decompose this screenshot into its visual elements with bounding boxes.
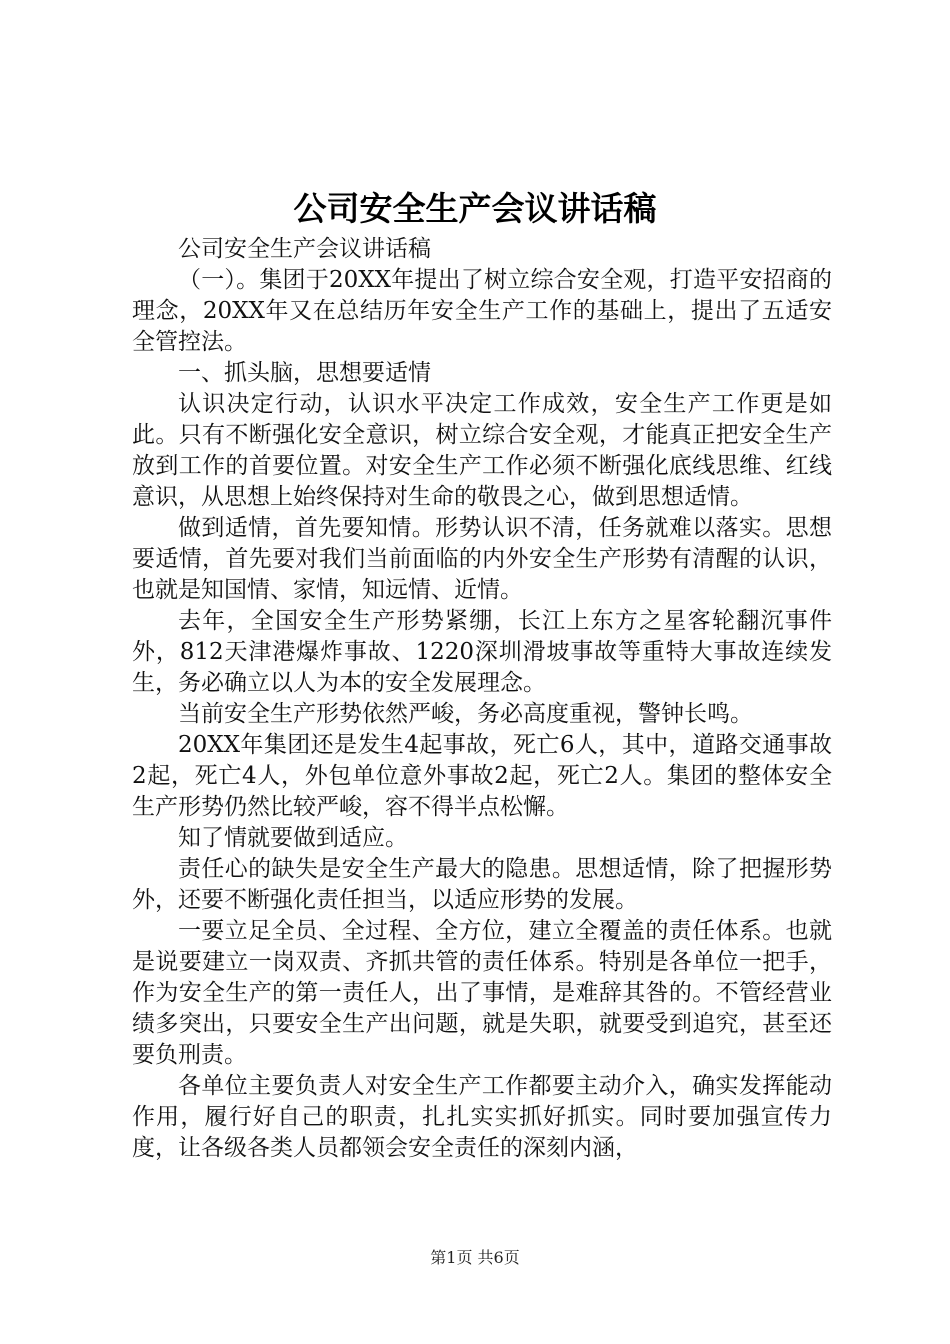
paragraph: 去年，全国安全生产形势紧绷，长江上东方之星客轮翻沉事件外，812天津港爆炸事故、1220深圳滑坡事故等重特大事故连续发生，务必确立以人为本的安全发展理念。 xyxy=(132,608,832,696)
paragraph: 公司安全生产会议讲话稿 xyxy=(178,236,431,262)
paragraph: 知了情就要做到适应。 xyxy=(178,825,408,851)
document-body xyxy=(132,234,832,1164)
paragraph: 一要立足全员、全过程、全方位，建立全覆盖的责任体系。也就是说要建立一岗双责、齐抓共管的责任体系。特别是各单位一把手，作为安全生产的第一责任人，出了事情，是难辞其咎的。不管经营业绩多突出，只要安全生产出问题，就是失职，就要受到追究，甚至还要负刑责。 xyxy=(132,918,832,1068)
page-footer: 第1页 共6页 xyxy=(430,1248,520,1267)
paragraph: 责任心的缺失是安全生产最大的隐患。思想适情，除了把握形势外，还要不断强化责任担当，以适应形势的发展。 xyxy=(132,856,832,913)
paragraph: 做到适情，首先要知情。形势认识不清，任务就难以落实。思想要适情，首先要对我们当前面临的内外安全生产形势有清醒的认识，也就是知国情、家情，知远情、近情。 xyxy=(132,515,832,603)
paragraph: 认识决定行动，认识水平决定工作成效，安全生产工作更是如此。只有不断强化安全意识，树立综合安全观，才能真正把安全生产放到工作的首要位置。对安全生产工作必须不断强化底线思维、红线意识，从思想上始终保持对生命的敬畏之心，做到思想适情。 xyxy=(132,391,832,510)
document-title: 公司安全生产会议讲话稿 xyxy=(293,189,657,228)
paragraph: （一）。集团于20XX年提出了树立综合安全观，打造平安招商的理念，20XX年又在总结历年安全生产工作的基础上，提出了五适安全管控法。 xyxy=(132,267,832,355)
paragraph: 当前安全生产形势依然严峻，务必高度重视，警钟长鸣。 xyxy=(178,701,753,727)
paragraph: 20XX年集团还是发生4起事故，死亡6人，其中，道路交通事故2起，死亡4人，外包单位意外事故2起，死亡2人。集团的整体安全生产形势仍然比较严峻，容不得半点松懈。 xyxy=(132,732,832,820)
paragraph: 各单位主要负责人对安全生产工作都要主动介入，确实发挥能动作用，履行好自己的职责，扎扎实实抓好抓实。同时要加强宣传力度，让各级各类人员都领会安全责任的深刻内涵， xyxy=(132,1073,832,1161)
section-heading: 一、抓头脑，思想要适情 xyxy=(178,360,431,386)
